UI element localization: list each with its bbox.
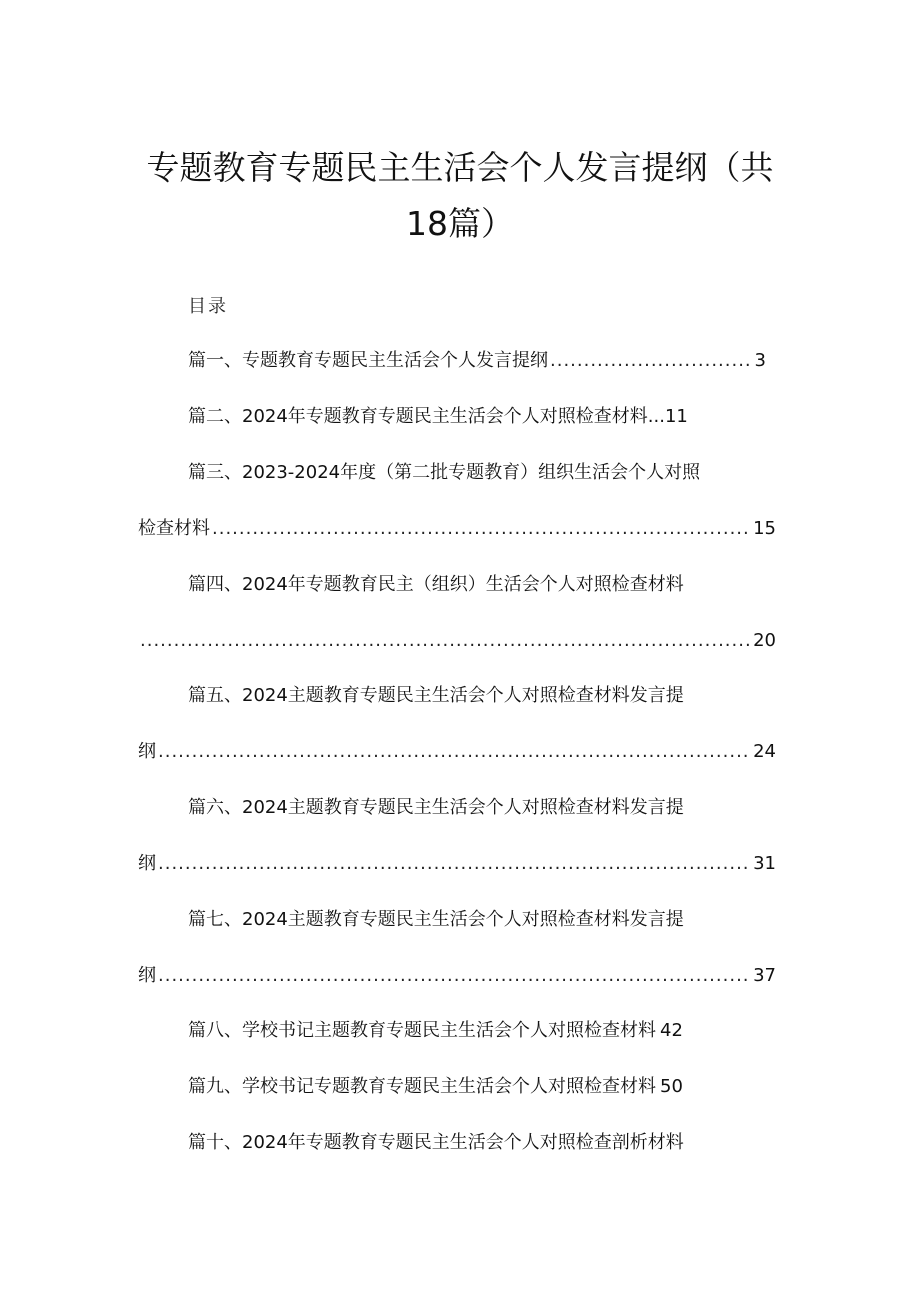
toc-page-number: 42 [660, 1020, 683, 1041]
toc-entry-8[interactable] [188, 1019, 683, 1043]
toc-entry-6-continued[interactable] [138, 852, 776, 876]
toc-entry-label: 篇九、学校书记专题教育专题民主生活会个人对照检查材料 [188, 1076, 656, 1097]
toc-page-number: 20 [753, 630, 776, 651]
toc-entry-2[interactable] [188, 405, 688, 429]
toc-entry-label: 篇三、2023-2024年度（第二批专题教育）组织生活会个人对照 [188, 462, 701, 483]
toc-entry-label: 纲 [138, 741, 156, 762]
toc-page-number: 37 [753, 965, 776, 986]
toc-entry-7-continued[interactable] [138, 964, 776, 988]
document-title-line2: 18篇） [406, 204, 514, 243]
document-title-line1: 专题教育专题民主生活会个人发言提纲（共 [146, 148, 774, 187]
toc-entry-4-continued[interactable] [138, 629, 776, 653]
toc-page-number: 50 [660, 1076, 683, 1097]
toc-leader-dots [212, 517, 751, 541]
toc-leader-dots [158, 964, 751, 988]
toc-entry-9[interactable] [188, 1075, 683, 1099]
toc-entry-7[interactable] [188, 908, 684, 932]
toc-leader-dots [158, 852, 751, 876]
toc-leader-dots [158, 740, 751, 764]
toc-entry-label: 篇七、2024主题教育专题民主生活会个人对照检查材料发言提 [188, 909, 684, 930]
toc-entry-10[interactable] [188, 1131, 684, 1155]
toc-entry-1[interactable] [188, 349, 766, 373]
toc-heading: 目录 [188, 296, 228, 317]
toc-entry-label: 纲 [138, 853, 156, 874]
toc-entry-label: 检查材料 [138, 518, 210, 539]
toc-page-number: 3 [754, 350, 766, 371]
toc-entry-3[interactable] [188, 461, 700, 485]
toc-page-number: 31 [753, 853, 776, 874]
toc-entry-5-continued[interactable] [138, 740, 776, 764]
toc-entry-label: 篇二、2024年专题教育专题民主生活会个人对照检查材料... [188, 406, 665, 427]
toc-entry-label: 纲 [138, 965, 156, 986]
toc-entry-label: 篇一、专题教育专题民主生活会个人发言提纲 [188, 350, 548, 371]
toc-entry-label: 篇六、2024主题教育专题民主生活会个人对照检查材料发言提 [188, 797, 684, 818]
toc-page-number: 24 [753, 741, 776, 762]
toc-page-number: 15 [753, 518, 776, 539]
toc-leader-dots [140, 629, 751, 653]
toc-entry-label: 篇五、2024主题教育专题民主生活会个人对照检查材料发言提 [188, 685, 684, 706]
toc-page-number: 11 [664, 406, 688, 427]
toc-entry-label: 篇八、学校书记主题教育专题民主生活会个人对照检查材料 [188, 1020, 656, 1041]
toc-entry-5[interactable] [188, 684, 684, 708]
toc-entry-3-continued[interactable] [138, 517, 776, 541]
toc-leader-dots [550, 349, 753, 373]
toc-entry-6[interactable] [188, 796, 684, 820]
toc-entry-4[interactable] [188, 573, 684, 597]
toc-entry-label: 篇四、2024年专题教育民主（组织）生活会个人对照检查材料 [188, 574, 684, 595]
toc-entry-label: 篇十、2024年专题教育专题民主生活会个人对照检查剖析材料 [188, 1132, 684, 1153]
